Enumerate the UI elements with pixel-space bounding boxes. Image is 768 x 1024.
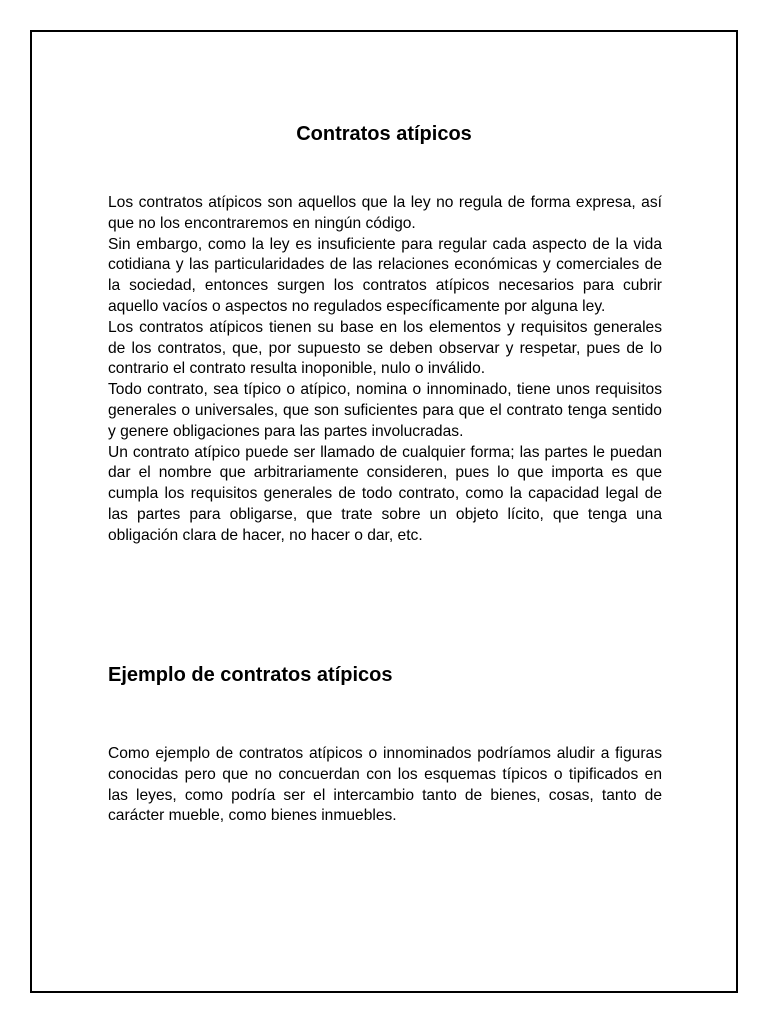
example-paragraph: Como ejemplo de contratos atípicos o innominados podríamos aludir a figuras conocidas pero que no concuerdan con los esquemas típicos o tipificados en las leyes, como podría ser el intercambio tanto de bienes, cosas, tanto de carácter mueble, como bienes inmuebles.: [108, 745, 662, 825]
intro-section: [108, 193, 662, 547]
intro-paragraph: Todo contrato, sea típico o atípico, nomina o innominado, tiene unos requisitos generales o universales, que son suficientes para que el contrato tenga sentido y genere obligaciones para las partes involucradas.: [108, 381, 662, 440]
intro-paragraph: Los contratos atípicos tienen su base en los elementos y requisitos generales de los contratos, que, por supuesto se deben observar y respetar, pues de lo contrario el contrato resulta inoponible, nulo o inválido.: [108, 318, 662, 378]
intro-paragraph: Sin embargo, como la ley es insuficiente para regular cada aspecto de la vida cotidiana y las particularidades de las relaciones económicas y comerciales de la sociedad, entonces surgen los contratos atípicos necesarios para cubrir aquello vacíos o aspectos no regulados específicamente por alguna ley.: [108, 235, 662, 315]
intro-paragraph: Un contrato atípico puede ser llamado de cualquier forma; las partes le puedan dar el nombre que arbitrariamente consideren, pues lo que importa es que cumpla los requisitos generales de todo contrato, como la capacidad legal de las partes para obligarse, que trate sobre un objeto lícito, que tenga una obligación clara de hacer, no hacer o dar, etc.: [108, 443, 662, 544]
example-heading: Ejemplo de contratos atípicos: [108, 664, 393, 686]
example-section: [108, 744, 662, 827]
intro-paragraph: Los contratos atípicos son aquellos que la ley no regula de forma expresa, así que no los encontraremos en ningún código.: [108, 194, 662, 232]
page-frame: [30, 30, 738, 993]
page-title: Contratos atípicos: [296, 123, 472, 145]
